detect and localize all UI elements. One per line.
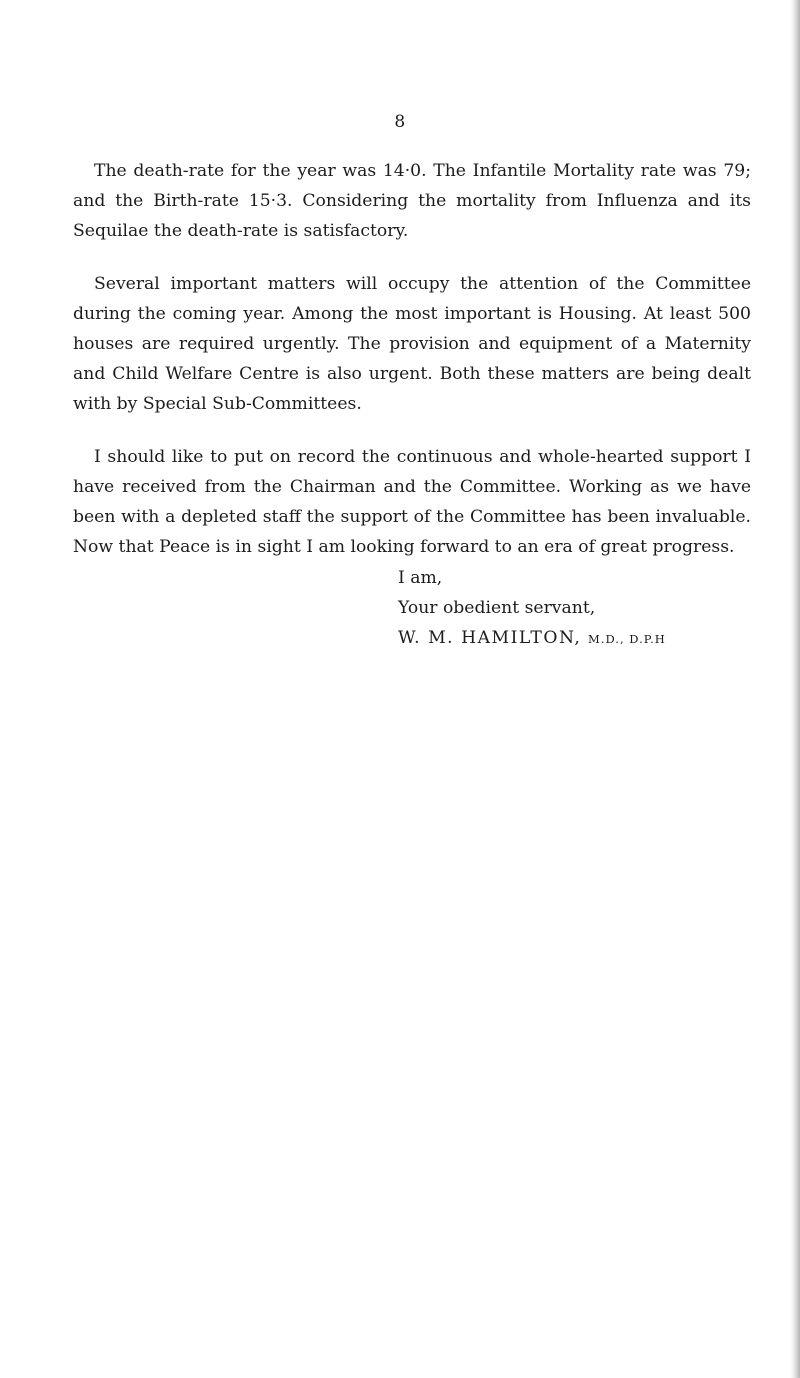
body-text	[73, 156, 751, 585]
closing-line: I am,	[398, 568, 443, 588]
signature-qualifications: M.D., D.P.H	[588, 632, 666, 646]
signature	[398, 623, 758, 654]
signature-name: W. M. HAMILTON,	[398, 628, 582, 648]
page-number: 8	[394, 112, 406, 132]
page-edge-shadow	[790, 0, 800, 1378]
paragraph-committee-matters: Several important matters will occupy the attention of the Committee during the coming year. Among the most important is Housing. At least 500 houses are required urgently. The provision and equipment of a Maternity and Child Welfare Centre is also urgent. Both these matters are being dealt with by Special Sub-Committees.	[73, 274, 751, 414]
paragraph-death-rate: The death-rate for the year was 14·0. The Infantile Mortality rate was 79; and the Birth-rate 15·3. Considering the mortality from Influenza and its Sequilae the death-rate is satisfactory.	[73, 161, 751, 241]
valediction: Your obedient servant,	[398, 598, 596, 618]
sign-off	[398, 563, 758, 654]
paragraph-acknowledgement: I should like to put on record the continuous and whole-hearted support I have received from the Chairman and the Committee. Working as we have been with a depleted staff the support of the Committee has been invaluable. Now that Peace is in sight I am looking forward to an era of great progress.	[73, 447, 751, 557]
